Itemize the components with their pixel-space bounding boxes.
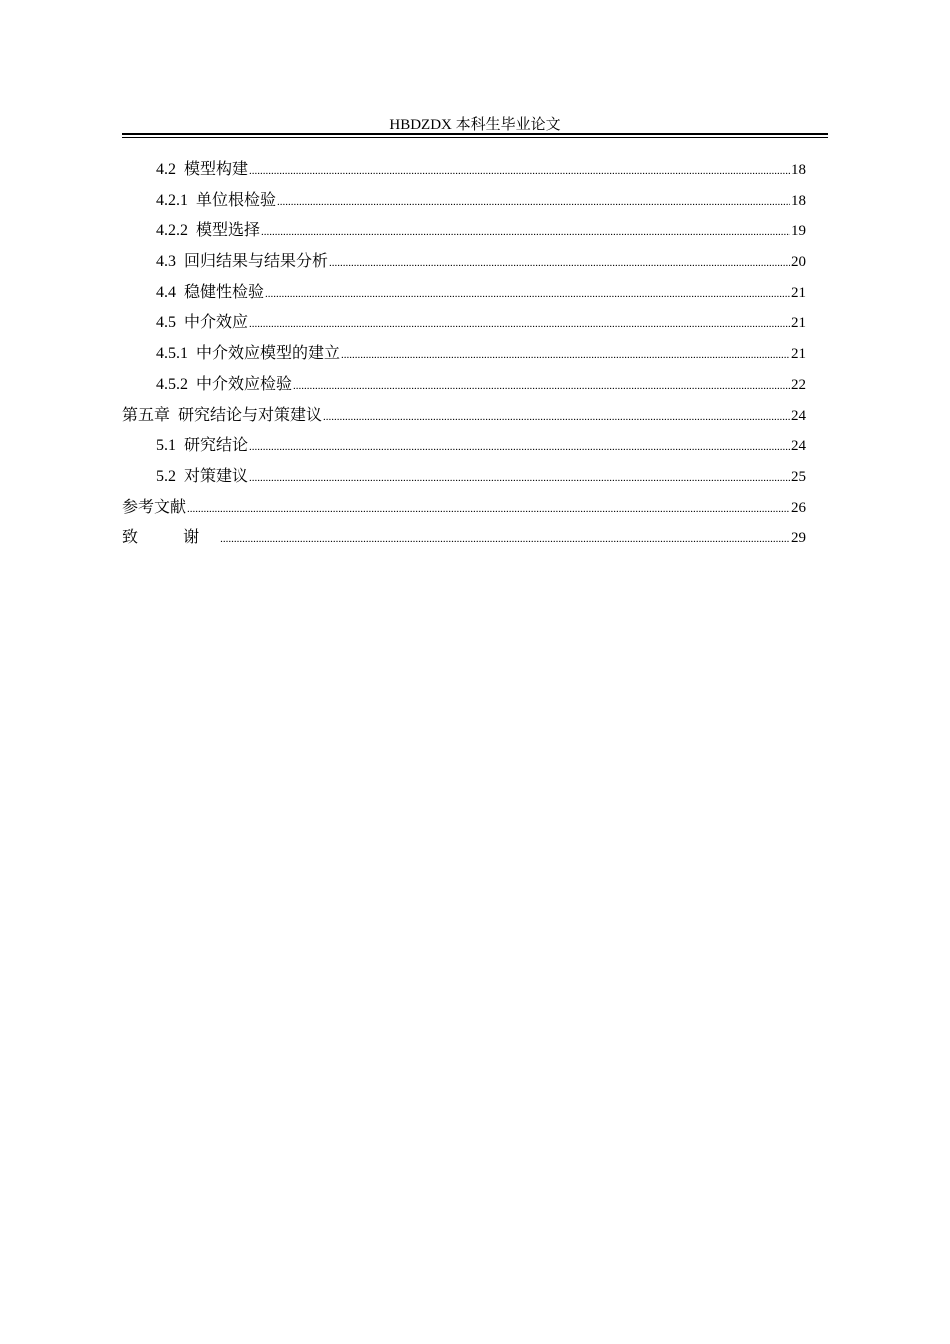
- toc-entry-page: 29: [791, 530, 806, 547]
- toc-entry-number: 5.1: [156, 437, 176, 455]
- toc-entry-title: 模型选择: [196, 220, 261, 240]
- toc-entry-title: 中介效应检验: [196, 373, 293, 393]
- toc-entry-number: 4.5.2: [156, 375, 188, 393]
- toc-entry[interactable]: [122, 369, 806, 400]
- toc-entry-title: 模型构建: [184, 159, 249, 178]
- table-of-contents: [122, 154, 806, 553]
- toc-entry[interactable]: [122, 277, 806, 308]
- toc-chapter-entry[interactable]: [122, 400, 806, 431]
- toc-entry[interactable]: [122, 246, 806, 277]
- toc-leader-dots: [329, 248, 790, 279]
- toc-leader-dots: [249, 156, 790, 187]
- toc-entry-page: 24: [791, 407, 806, 424]
- toc-leader-dots: [249, 463, 790, 494]
- toc-entry-number: 4.2: [156, 161, 176, 178]
- toc-entry-title: 致 谢: [122, 527, 220, 547]
- toc-entry-number: 4.5.1: [156, 345, 188, 363]
- toc-entry-number: 4.3: [156, 253, 176, 271]
- toc-entry-title: 中介效应模型的建立: [196, 343, 341, 363]
- toc-entry-number: 第五章: [122, 404, 171, 424]
- toc-leader-dots: [220, 524, 790, 555]
- toc-entry-title: 稳健性检验: [184, 281, 265, 301]
- toc-entry-number: 4.4: [156, 283, 176, 301]
- toc-entry[interactable]: [122, 307, 806, 338]
- toc-entry-number: 4.2.1: [156, 191, 188, 209]
- toc-entry[interactable]: [122, 185, 806, 216]
- toc-entry-title: 参考文献: [122, 496, 187, 516]
- toc-entry-title: 单位根检验: [196, 189, 277, 209]
- toc-entry-number: 4.2.2: [156, 222, 188, 240]
- toc-leader-dots: [341, 340, 790, 371]
- toc-entry-number: 5.2: [156, 467, 176, 485]
- toc-entry-page: 20: [791, 254, 806, 271]
- header-rule-thin: [122, 137, 828, 138]
- toc-entry-title: 中介效应: [184, 312, 249, 332]
- toc-entry[interactable]: [122, 215, 806, 246]
- toc-entry-page: 25: [791, 468, 806, 485]
- toc-chapter-entry[interactable]: [122, 522, 806, 553]
- toc-leader-dots: [187, 494, 790, 525]
- toc-entry-title: 研究结论: [184, 435, 249, 455]
- toc-leader-dots: [261, 217, 790, 248]
- toc-leader-dots: [277, 187, 790, 218]
- toc-entry-page: 18: [791, 192, 806, 209]
- toc-entry-title: 研究结论与对策建议: [178, 404, 323, 424]
- toc-leader-dots: [249, 432, 790, 463]
- toc-entry[interactable]: [122, 461, 806, 492]
- toc-entry-page: 21: [791, 315, 806, 332]
- page-header-title: HBDZDX 本科生毕业论文: [389, 117, 561, 133]
- toc-leader-dots: [265, 279, 790, 310]
- toc-entry[interactable]: [122, 338, 806, 369]
- toc-leader-dots: [323, 402, 790, 433]
- toc-chapter-entry[interactable]: [122, 492, 806, 523]
- toc-entry-page: 24: [791, 438, 806, 455]
- toc-entry-number: 4.5: [156, 314, 176, 332]
- toc-entry-title: 回归结果与结果分析: [184, 251, 329, 271]
- toc-entry-page: 21: [791, 284, 806, 301]
- toc-entry[interactable]: [122, 430, 806, 461]
- toc-entry-page: 18: [791, 162, 806, 178]
- toc-entry-page: 19: [791, 223, 806, 240]
- toc-entry-page: 26: [791, 499, 806, 516]
- toc-leader-dots: [293, 371, 790, 402]
- toc-entry-title: 对策建议: [184, 465, 249, 485]
- toc-leader-dots: [249, 309, 790, 340]
- toc-entry[interactable]: [122, 154, 806, 185]
- toc-entry-page: 22: [791, 376, 806, 393]
- header-rule-thick: [122, 133, 828, 136]
- toc-entry-page: 21: [791, 346, 806, 363]
